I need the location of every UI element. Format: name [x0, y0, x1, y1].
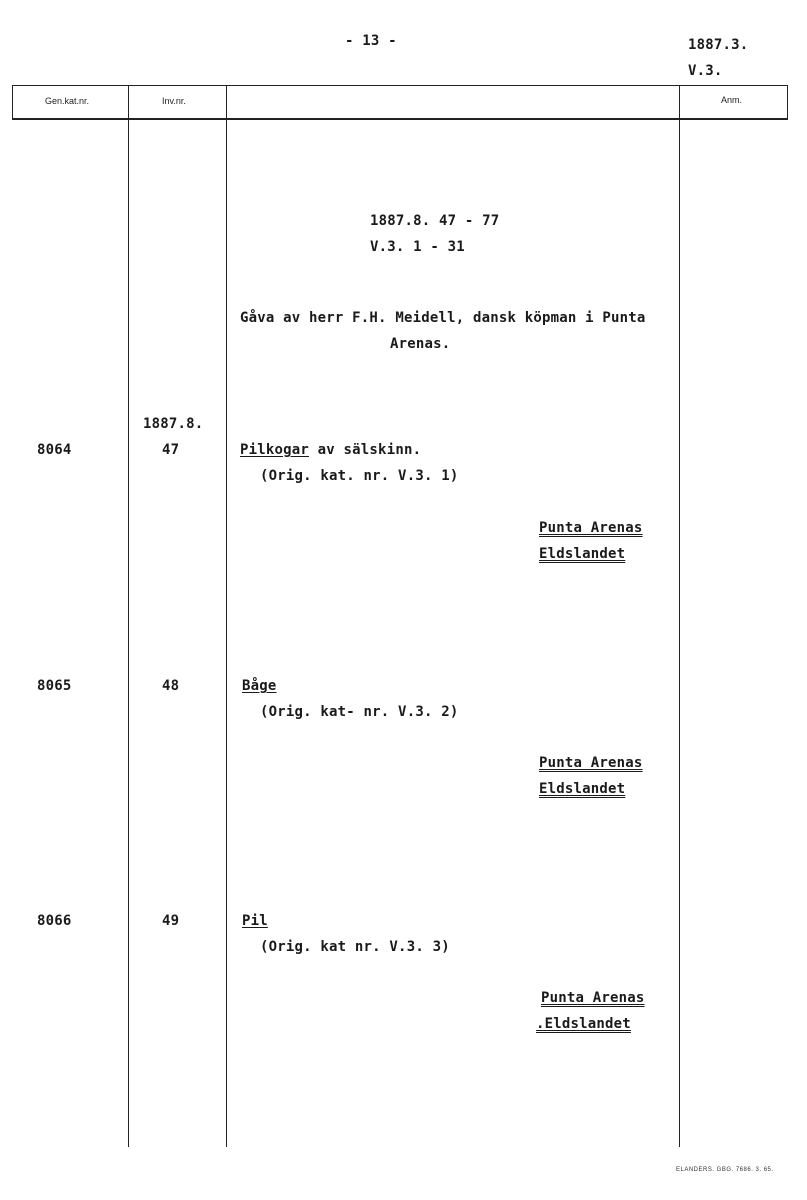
- gift-line-2: Arenas.: [390, 336, 451, 352]
- column-divider-2: [128, 85, 129, 1147]
- gift-line-1: Gåva av herr F.H. Meidell, dansk köpman i Punta: [240, 310, 646, 326]
- range-line-1: 1887.8. 47 - 77: [370, 213, 500, 229]
- column-divider-5: [787, 85, 788, 119]
- item-name: Båge: [242, 678, 277, 694]
- column-header-inv-nr: Inv.nr.: [162, 96, 186, 106]
- place-region: Eldslandet: [539, 546, 626, 562]
- orig-kat-nr: (Orig. kat nr. V.3. 3): [260, 939, 450, 955]
- place-locality: Punta Arenas: [539, 755, 643, 771]
- column-header-anm: Anm.: [721, 95, 743, 105]
- column-divider-4: [679, 85, 680, 1147]
- orig-kat-nr: (Orig. kat. nr. V.3. 1): [260, 468, 459, 484]
- gen-kat-nr-8066: 8066: [37, 913, 72, 929]
- column-header-gen-kat-nr: Gen.kat.nr.: [45, 96, 90, 106]
- inv-nr-48: 48: [162, 678, 180, 694]
- column-divider-1: [12, 85, 13, 119]
- orig-kat-nr: (Orig. kat- nr. V.3. 2): [260, 704, 459, 720]
- place-region: Eldslandet: [539, 781, 626, 797]
- range-line-2: V.3. 1 - 31: [370, 239, 465, 255]
- item-description: av sälskinn.: [309, 442, 422, 458]
- gen-kat-nr-8065: 8065: [37, 678, 72, 694]
- place-locality: Punta Arenas: [539, 520, 643, 536]
- gen-kat-nr-8064: 8064: [37, 442, 72, 458]
- page-number: - 13 -: [345, 33, 397, 49]
- place-region: .Eldslandet: [536, 1016, 631, 1032]
- column-divider-3: [226, 85, 227, 1147]
- inv-nr-47: 47: [162, 442, 180, 458]
- printer-imprint: ELANDERS. GBG. 7686. 3. 65.: [676, 1167, 774, 1173]
- inv-prefix: 1887.8.: [143, 416, 204, 432]
- inv-nr-49: 49: [162, 913, 180, 929]
- reference-year: 1887.3.: [688, 37, 749, 53]
- item-title: [240, 442, 421, 458]
- item-name: Pil: [242, 913, 268, 929]
- reference-code: V.3.: [688, 63, 723, 79]
- item-name: Pilkogar: [240, 442, 310, 458]
- place-locality: Punta Arenas: [541, 990, 645, 1006]
